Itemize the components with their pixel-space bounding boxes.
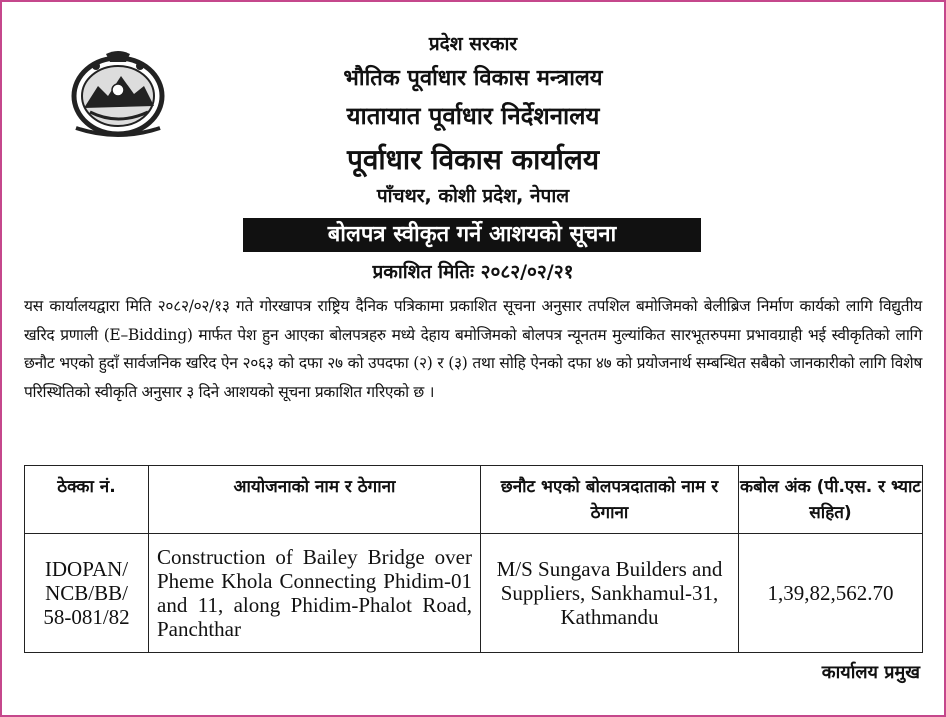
header-bid-amount: कबोल अंक (पी.एस. र भ्याट सहित): [739, 466, 923, 534]
bid-table: [24, 465, 923, 653]
cell-amount: 1,39,82,562.70: [739, 534, 923, 653]
header-line-office: पूर्वाधार विकास कार्यालय: [346, 143, 600, 176]
header-project-name: आयोजनाको नाम र ठेगाना: [149, 466, 481, 534]
header-line-address: पाँचथर, कोशी प्रदेश, नेपाल: [376, 185, 570, 207]
header-line-directorate: यातायात पूर्वाधार निर्देशनालय: [346, 102, 600, 130]
header-line-ministry: भौतिक पूर्वाधार विकास मन्त्रालय: [343, 66, 603, 91]
published-date: प्रकाशित मितिः २०८२/०२/२१: [372, 261, 574, 283]
notice-body: यस कार्यालयद्वारा मिति २०८२/०२/१३ गते गोरखापत्र राष्ट्रिय दैनिक पत्रिकामा प्रकाशित सूचना अनुसार तपशिल बमोजिमको बेलीब्रिज निर्माण कार्यको लागि विद्युतीय खरिद प्रणाली (E–Bidding) मार्फत पेश हुन आएका बोलपत्रहरु मध्ये देहाय बमोजिमको बोलपत्र न्यूनतम मुल्यांकित सारभूतरुपमा प्रभावग्राही भई स्वीकृतिको लागि छनौट भएको हुदाँ सार्वजनिक खरिद ऐन २०६३ को दफा २७ को उपदफा (२) र (३) तथा सोहि ऐनको दफा ४७ को प्रयोजनार्थ सम्बन्धित सबैको जानकारीको लागि विशेष परिस्थितिको स्वीकृति अनुसार ३ दिने आशयको सूचना प्रकाशित गरिएको छ ।: [24, 297, 923, 401]
notice-title-banner: बोलपत्र स्वीकृत गर्ने आशयको सूचना: [243, 218, 701, 252]
table-header-row: [25, 466, 923, 534]
table-row: [25, 534, 923, 653]
header-line-province-government: प्रदेश सरकार: [428, 33, 518, 55]
header-contract-no: ठेक्का नं.: [25, 466, 149, 534]
signature-label: कार्यालय प्रमुख: [821, 662, 920, 683]
cell-bidder: M/S Sungava Builders and Suppliers, Sankhamul-31, Kathmandu: [481, 534, 739, 653]
cell-project: Construction of Bailey Bridge over Pheme Khola Connecting Phidim-01 and 11, along Phidim-Phalot Road, Panchthar: [149, 534, 481, 653]
cell-contract-no: IDOPAN/ NCB/BB/ 58-081/82: [25, 534, 149, 653]
header-bidder-name: छनौट भएको बोलपत्रदाताको नाम र ठेगाना: [481, 466, 739, 534]
